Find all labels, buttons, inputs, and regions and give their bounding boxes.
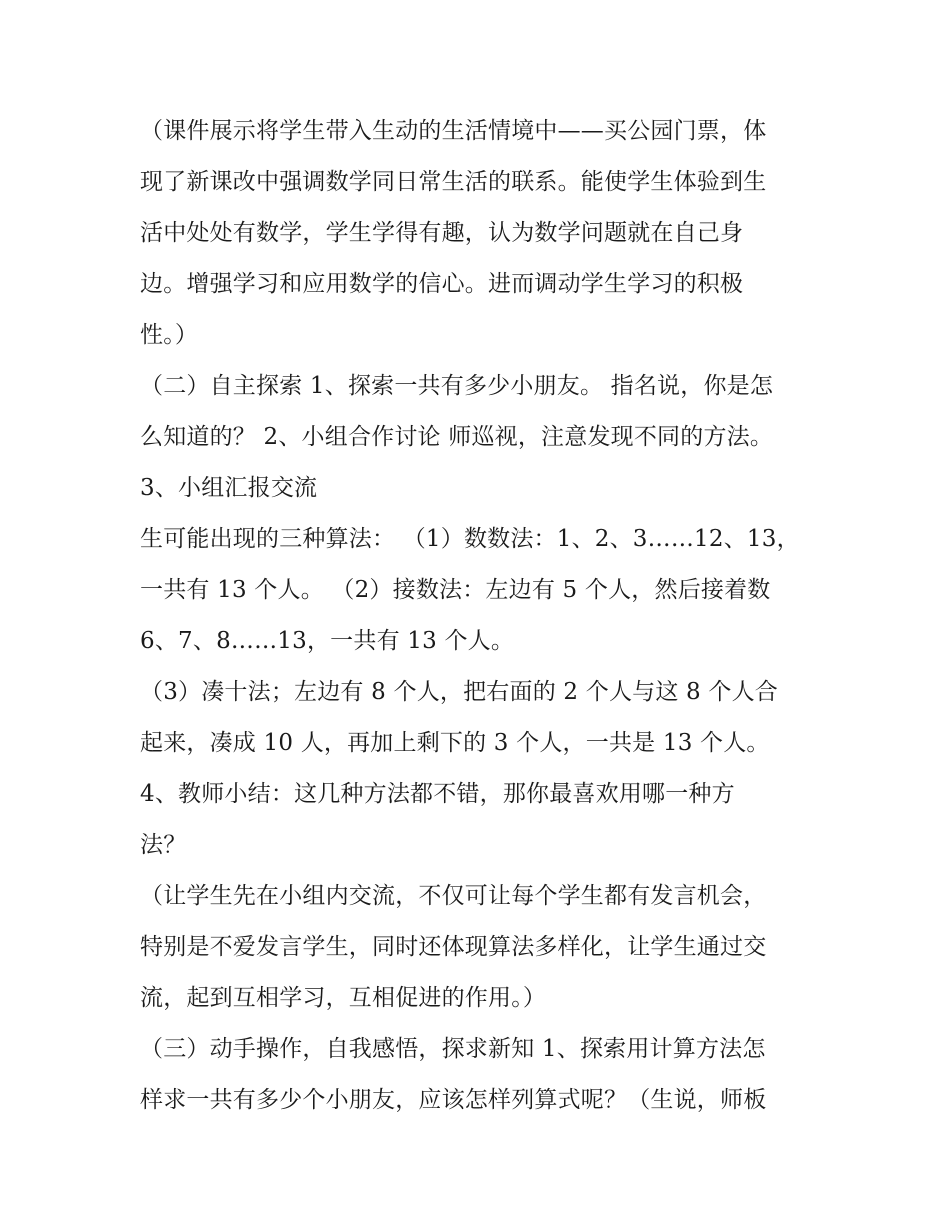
text-line: 生可能出现的三种算法： （1）数数法：1、2、3……12、13， <box>140 526 800 552</box>
text-line: （二）自主探索 1、探索一共有多少小朋友。 指名说，你是怎 <box>140 373 774 399</box>
text-line: 活中处处有数学，学生学得有趣，认为数学问题就在自己身 <box>140 220 744 246</box>
text-line: 法？ <box>140 832 187 858</box>
text-line: 4、教师小结：这几种方法都不错，那你最喜欢用哪一种方 <box>140 781 735 807</box>
text-line: 起来，凑成 10 人，再加上剩下的 3 个人，一共是 13 个人。 <box>140 730 770 756</box>
text-line: 流，起到互相学习，互相促进的作用。） <box>140 985 547 1011</box>
document-body <box>140 106 816 1126</box>
text-line: （课件展示将学生带入生动的生活情境中——买公园门票，体 <box>140 118 767 144</box>
text-line: 3、小组汇报交流 <box>140 475 318 501</box>
text-line: 现了新课改中强调数学同日常生活的联系。能使学生体验到生 <box>140 169 767 195</box>
text-line: （3）凑十法；左边有 8 个人，把右面的 2 个人与这 8 个人合 <box>140 679 778 705</box>
text-line: 6、7、8……13，一共有 13 个人。 <box>140 628 515 654</box>
text-line: 一共有 13 个人。 （2）接数法：左边有 5 个人，然后接着数 <box>140 577 771 603</box>
text-line: （三）动手操作，自我感悟，探求新知 1、探索用计算方法怎 <box>140 1036 766 1062</box>
text-line: 么知道的？ 2、小组合作讨论 师巡视，注意发现不同的方法。 <box>140 424 774 450</box>
text-line: 样求一共有多少个小朋友，应该怎样列算式呢？（生说，师板 <box>140 1087 767 1113</box>
text-line: 边。增强学习和应用数学的信心。进而调动学生学习的积极 <box>140 271 744 297</box>
text-line: 特别是不爱发言学生，同时还体现算法多样化，让学生通过交 <box>140 934 767 960</box>
text-line: 性。） <box>140 322 199 348</box>
text-line: （让学生先在小组内交流，不仅可让每个学生都有发言机会， <box>140 883 767 909</box>
